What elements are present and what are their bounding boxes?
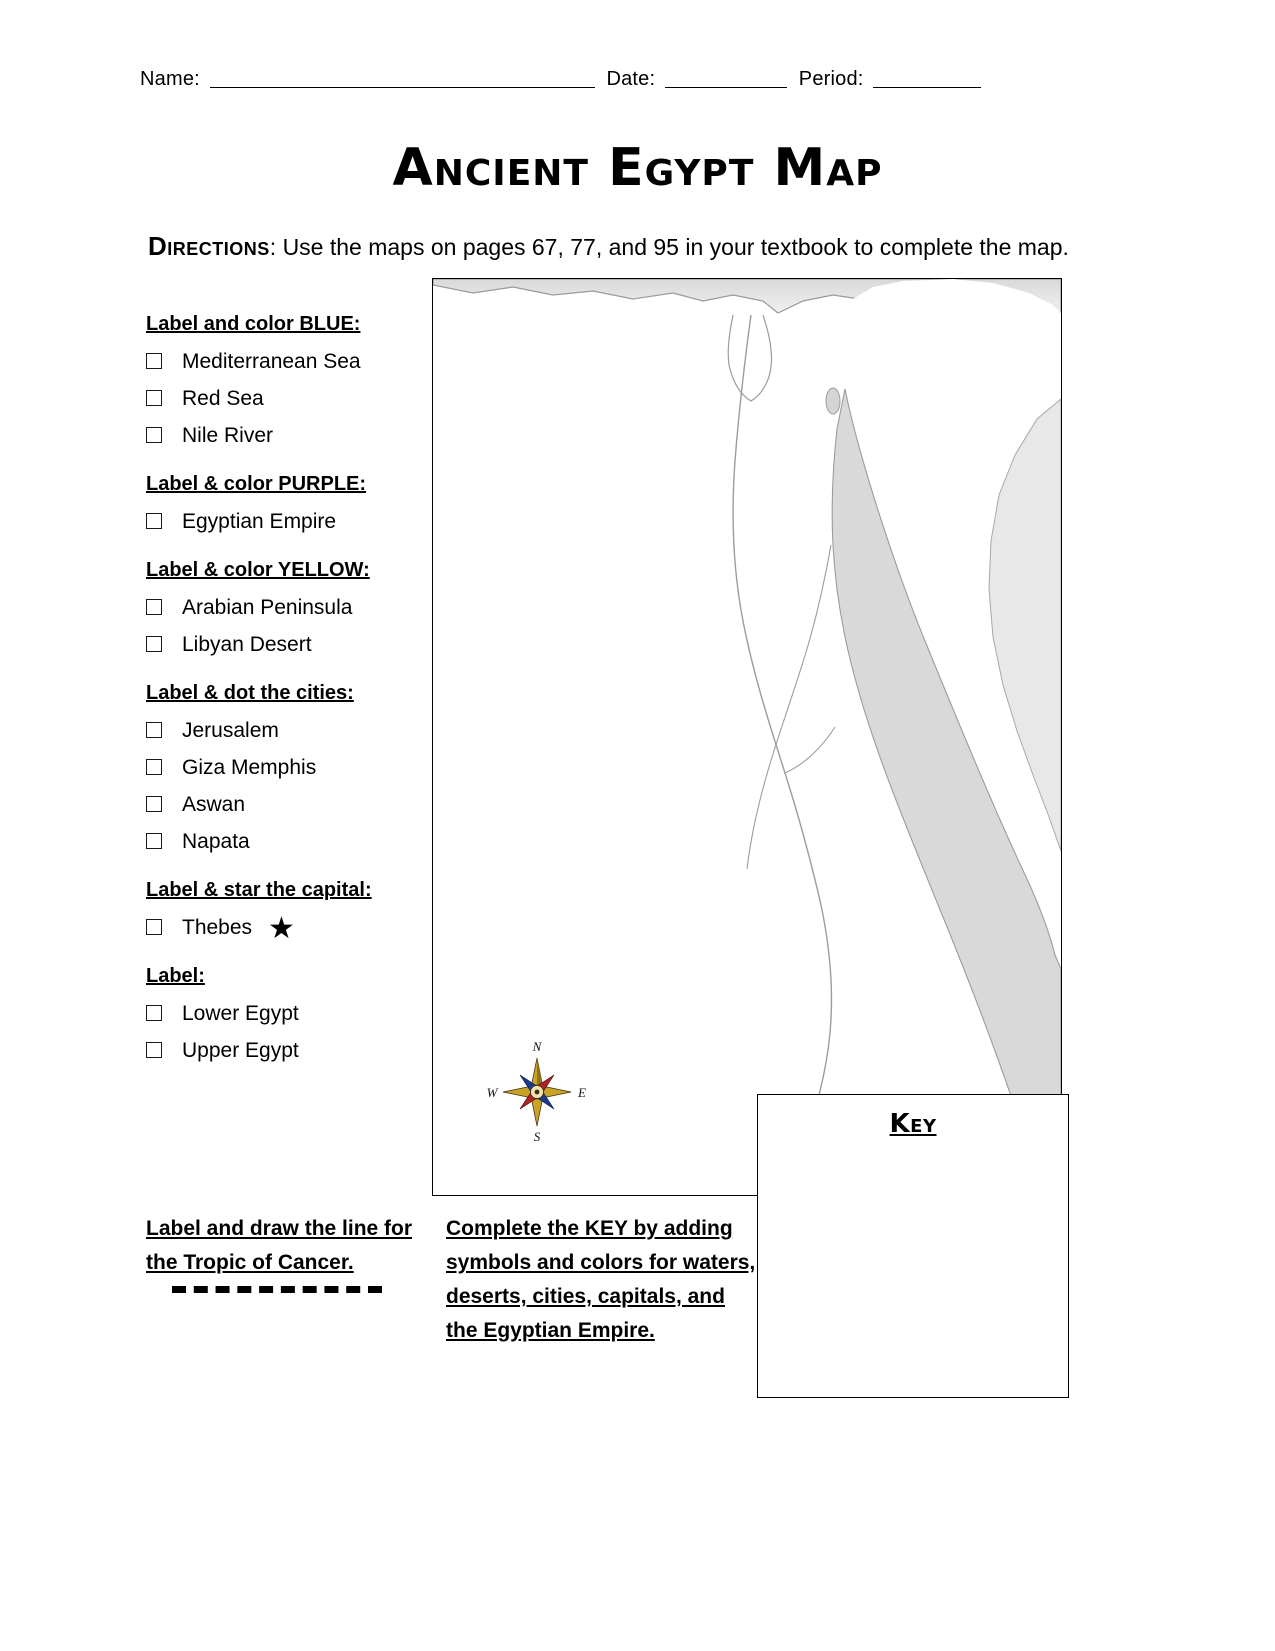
list-item[interactable] [146, 634, 436, 655]
date-blank[interactable] [665, 87, 787, 88]
checkbox-icon[interactable] [146, 513, 162, 529]
svg-text:N: N [532, 1039, 542, 1054]
checklist-heading-capital: Label & star the capital: [146, 879, 372, 901]
checklist-item-label: Egyptian Empire [182, 510, 337, 533]
checkbox-icon[interactable] [146, 390, 162, 406]
dashed-line-sample [172, 1286, 382, 1303]
directions-text: : Use the maps on pages 67, 77, and 95 in your textbook to complete the map. [269, 234, 1069, 260]
checklist-item-label: Arabian Peninsula [182, 596, 353, 619]
list-item[interactable] [146, 757, 436, 778]
checklist-heading-label: Label: [146, 965, 205, 987]
checkbox-icon[interactable] [146, 353, 162, 369]
list-item[interactable] [146, 1040, 436, 1061]
list-item[interactable]: Thebes ★ [146, 917, 436, 938]
checklist-item-label: Upper Egypt [182, 1039, 299, 1062]
list-item[interactable] [146, 511, 436, 532]
checklist-item-label: Jerusalem [182, 719, 279, 742]
checklist-item-label: Mediterranean Sea [182, 350, 361, 373]
directions-paragraph [148, 224, 1078, 269]
tropic-of-cancer-instruction: Label and draw the line for the Tropic of Cancer. [146, 1217, 413, 1274]
checkbox-icon[interactable] [146, 796, 162, 812]
checkbox-icon[interactable] [146, 599, 162, 615]
checkbox-icon[interactable] [146, 722, 162, 738]
checklist-heading-yellow: Label & color YELLOW: [146, 559, 370, 581]
checklist-item-label: Red Sea [182, 387, 264, 410]
list-item[interactable] [146, 351, 436, 372]
checkbox-icon[interactable] [146, 1005, 162, 1021]
svg-text:S: S [533, 1129, 541, 1144]
checklist-item-label: Aswan [182, 793, 246, 816]
student-info-line [140, 68, 1100, 91]
checkbox-icon[interactable] [146, 833, 162, 849]
page-title: Ancient Egypt Map [392, 138, 883, 198]
map-checklist [146, 312, 436, 1077]
checklist-item-label: Thebes [182, 916, 253, 939]
directions-keyword: Directions [148, 231, 270, 261]
list-item[interactable] [146, 794, 436, 815]
svg-text:W: W [486, 1085, 498, 1100]
compass-rose-icon [484, 1035, 590, 1145]
checklist-item-label: Lower Egypt [182, 1002, 299, 1025]
key-box[interactable] [757, 1094, 1069, 1398]
checkbox-icon[interactable] [146, 919, 162, 935]
checkbox-icon[interactable] [146, 1042, 162, 1058]
period-label: Period: [798, 68, 864, 90]
checkbox-icon[interactable] [146, 759, 162, 775]
list-item[interactable] [146, 720, 436, 741]
name-label: Name: [140, 68, 200, 90]
name-blank[interactable] [210, 87, 595, 88]
key-instructions: Complete the KEY by adding symbols and colors for waters, deserts, cities, capitals, and the Egyptian Empire. [446, 1217, 756, 1343]
checklist-heading-cities: Label & dot the cities: [146, 682, 354, 704]
list-item[interactable] [146, 425, 436, 446]
checklist-item-label: Nile River [182, 424, 274, 447]
checklist-heading-purple: Label & color PURPLE: [146, 473, 367, 495]
checklist-item-label: Giza Memphis [182, 756, 317, 779]
period-blank[interactable] [873, 87, 981, 88]
list-item[interactable] [146, 831, 436, 852]
checkbox-icon[interactable] [146, 636, 162, 652]
key-title: Key [889, 1109, 937, 1139]
checklist-heading-blue: Label and color BLUE: [146, 313, 361, 335]
checkbox-icon[interactable] [146, 427, 162, 443]
svg-text:E: E [578, 1085, 586, 1100]
list-item[interactable] [146, 1003, 436, 1024]
date-label: Date: [606, 68, 656, 90]
checklist-item-label: Libyan Desert [182, 633, 312, 656]
list-item[interactable] [146, 388, 436, 409]
checklist-item-label: Napata [182, 830, 250, 853]
list-item[interactable] [146, 597, 436, 618]
